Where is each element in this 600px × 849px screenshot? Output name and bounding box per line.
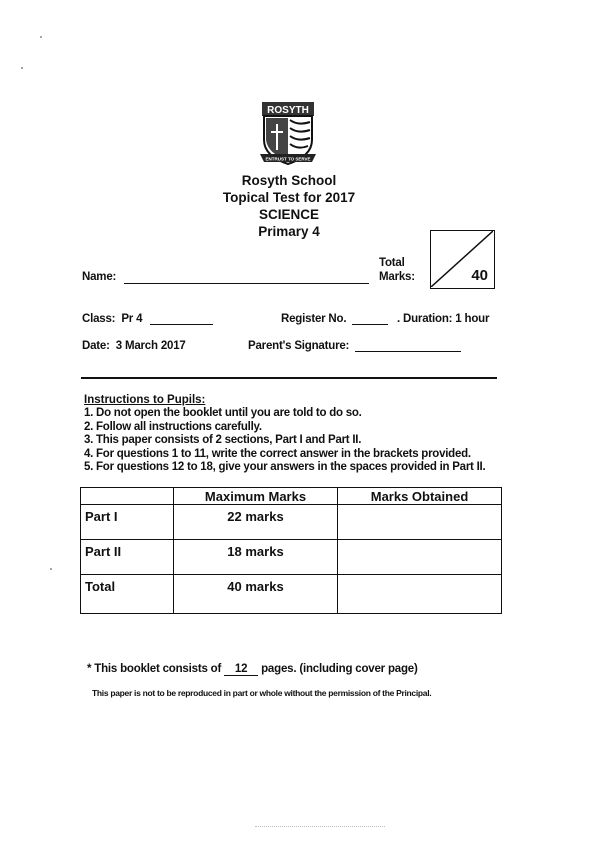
obtained-marks-cell[interactable] bbox=[338, 540, 502, 575]
register-label: Register No. bbox=[281, 313, 347, 325]
signature-label: Parent's Signature: bbox=[248, 340, 350, 352]
class-field[interactable] bbox=[150, 324, 213, 325]
column-header-obtained: Marks Obtained bbox=[338, 488, 502, 505]
marks-label: Marks: bbox=[379, 271, 415, 283]
svg-text:ENTRUST TO SERVE: ENTRUST TO SERVE bbox=[265, 156, 311, 162]
instruction-item: 5. For questions 12 to 18, give your answers in the spaces provided in Part II. bbox=[84, 461, 486, 473]
max-marks-cell: 40 marks bbox=[174, 575, 338, 614]
class-value: Pr 4 bbox=[121, 313, 143, 325]
name-label: Name: bbox=[82, 271, 117, 283]
instructions-list bbox=[84, 407, 485, 475]
table-row bbox=[81, 540, 502, 575]
date-value: 3 March 2017 bbox=[115, 340, 186, 352]
duration-text: . Duration: 1 hour bbox=[397, 313, 490, 325]
instruction-item: 4. For questions 1 to 11, write the correct answer in the brackets provided. bbox=[84, 447, 471, 460]
footer-mark bbox=[255, 826, 385, 827]
date-label: Date: 3 March 2017 bbox=[82, 340, 186, 352]
column-header-max: Maximum Marks bbox=[174, 488, 338, 505]
part-cell: Part I bbox=[81, 505, 174, 540]
obtained-marks-cell[interactable] bbox=[338, 505, 502, 540]
svg-text:ROSYTH: ROSYTH bbox=[267, 105, 309, 116]
table-row bbox=[81, 575, 502, 614]
level-title: Primary 4 bbox=[258, 224, 320, 239]
max-marks-cell: 18 marks bbox=[174, 540, 338, 575]
obtained-marks-cell[interactable] bbox=[338, 575, 502, 614]
copyright-notice: This paper is not to be reproduced in part or whole without the permission of the Principal. bbox=[92, 688, 432, 698]
signature-field[interactable] bbox=[355, 351, 461, 352]
school-crest-logo bbox=[258, 100, 318, 168]
subject-title: SCIENCE bbox=[258, 207, 319, 222]
part-cell: Total bbox=[81, 575, 174, 614]
total-marks-value: 40 bbox=[471, 267, 488, 284]
marks-table bbox=[80, 487, 502, 614]
test-title: Topical Test for 2017 bbox=[222, 190, 356, 205]
instruction-item: 3. This paper consists of 2 sections, Part I and Part II. bbox=[84, 434, 362, 446]
table-row bbox=[81, 505, 502, 540]
scan-speck bbox=[50, 568, 52, 570]
register-field[interactable] bbox=[352, 324, 388, 325]
part-cell: Part II bbox=[81, 540, 174, 575]
page-count-note: * This booklet consists of 12 pages. (including cover page) bbox=[87, 663, 418, 675]
total-label: Total bbox=[379, 257, 405, 269]
table-header-row bbox=[81, 488, 502, 505]
school-name: Rosyth School bbox=[241, 173, 337, 188]
name-field[interactable] bbox=[124, 283, 369, 284]
column-header-part bbox=[81, 488, 174, 505]
section-divider bbox=[81, 377, 497, 379]
class-label: Class: Pr 4 bbox=[82, 313, 143, 325]
instructions-title: Instructions to Pupils: bbox=[84, 394, 206, 406]
instruction-item: 2. Follow all instructions carefully. bbox=[84, 420, 262, 433]
scan-speck bbox=[21, 67, 23, 69]
max-marks-cell: 22 marks bbox=[174, 505, 338, 540]
total-marks-box bbox=[430, 230, 495, 289]
scan-speck bbox=[40, 36, 42, 38]
page-count: 12 bbox=[224, 663, 258, 676]
instruction-item: 1. Do not open the booklet until you are told to do so. bbox=[84, 407, 362, 419]
